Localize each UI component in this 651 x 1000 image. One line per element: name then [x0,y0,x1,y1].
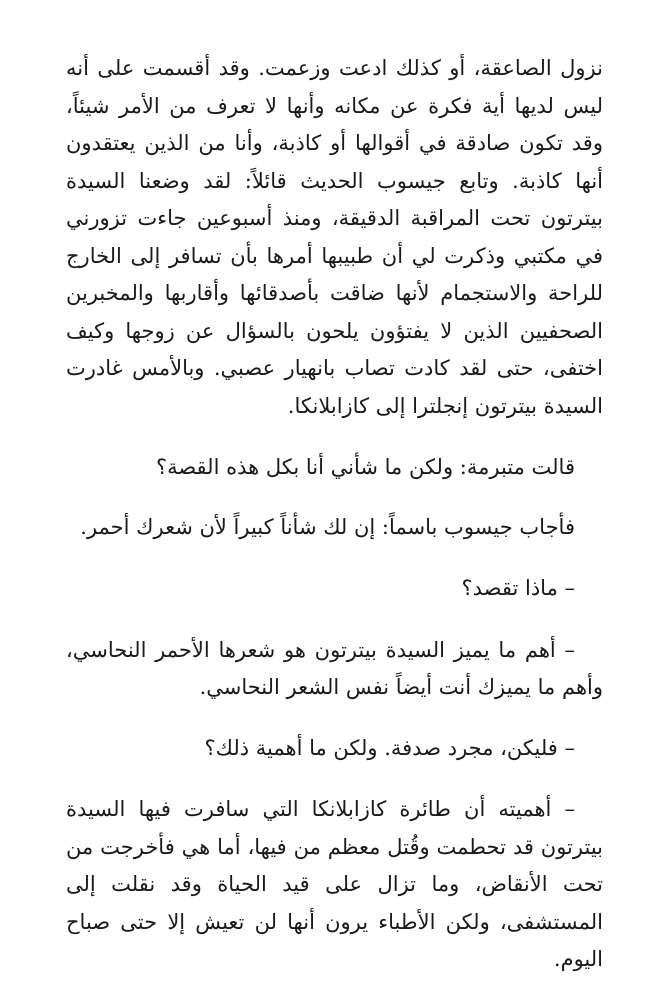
paragraph-6: – فليكن، مجرد صدفة. ولكن ما أهمية ذلك؟ [204,735,575,760]
paragraph-3: فأجاب جيسوب باسماً: إن لك شأناً كبيراً لأن شعرك أحمر. [80,514,575,539]
paragraph-2: قالت متبرمة: ولكن ما شأني أنا بكل هذه القصة؟ [155,455,575,479]
paragraph-4: – ماذا تقصد؟ [461,576,575,600]
paragraph-5: – أهم ما يميز السيدة بيترتون هو شعرها الأحمر النحاسي، وأهم ما يميزك أنت أيضاً نفس الشعر النحاسي. [66,637,603,699]
paragraph-7: – أهميته أن طائرة كازابلانكا التي سافرت فيها السيدة بيترتون قد تحطمت وقُتل معظم من فيها، أما هي فأخرجت من تحت الأنقاض، وما تزال على قيد الحياة وقد نقلت إلى المستشفى، ولكن الأطباء يرون أنها لن تعيش إلا حتى صباح اليوم. [66,797,603,971]
paragraph-1: نزول الصاعقة، أو كذلك ادعت وزعمت. وقد أقسمت على أنه ليس لديها أية فكرة عن مكانه وأنها لا تعرف من الأمر شيئاً، وقد تكون صادقة في أقوالها أو كاذبة، وأنا من الذين يعتقدون أنها كاذبة. وتابع جيسوب الحديث قائلاً: لقد وضعنا السيدة بيترتون تحت المراقبة الدقيقة، ومنذ أسبوعين جاءت تزورني في مكتبي وذكرت لي أن طبيبها أمرها بأن تسافر إلى الخارج للراحة والاستجمام لأنها ضاقت بأصدقائها وأقاربها والمخبرين الصحفيين الذين لا يفتؤون يلحون بالسؤال عن زوجها وكيف اختفى، حتى لقد كادت تصاب بانهيار عصبي. وبالأمس غادرت السيدة بيترتون إنجلترا إلى كازابلانكا. [66,56,603,418]
